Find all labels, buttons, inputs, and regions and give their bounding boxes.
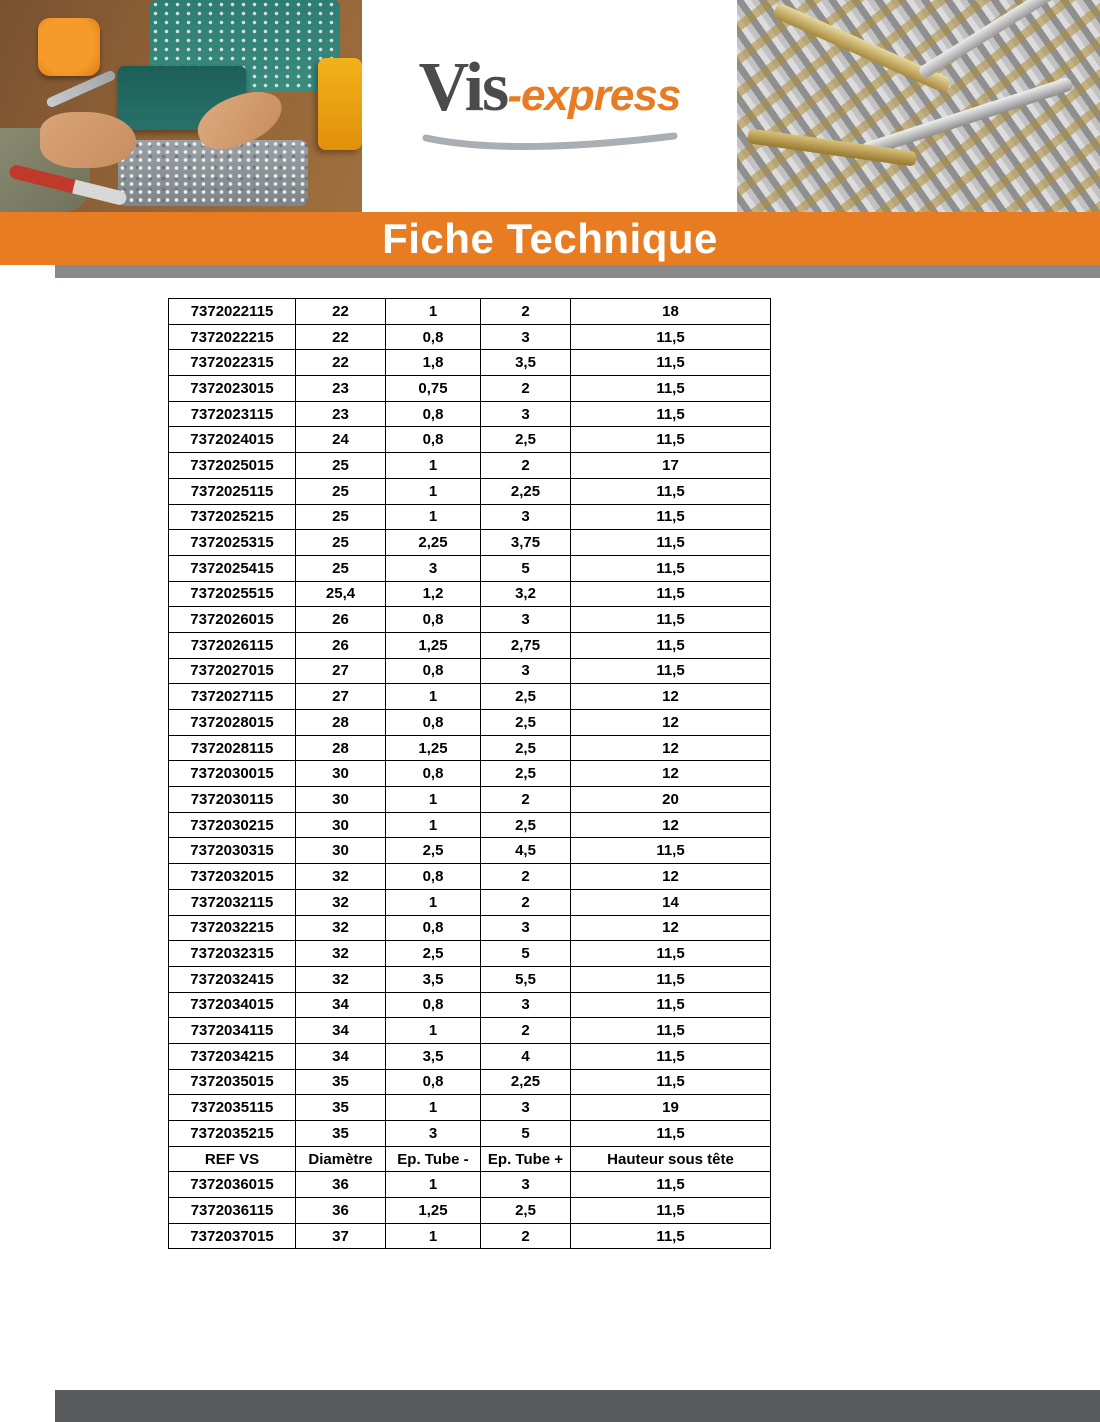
table-cell: 36 bbox=[296, 1198, 386, 1224]
table-cell: 3,5 bbox=[386, 966, 481, 992]
table-cell: 0,8 bbox=[386, 864, 481, 890]
table-cell: 1 bbox=[386, 812, 481, 838]
table-cell: 11,5 bbox=[571, 376, 771, 402]
table-row bbox=[169, 864, 771, 890]
table-row bbox=[169, 1043, 771, 1069]
table-header-cell: Ep. Tube + bbox=[481, 1146, 571, 1172]
table-cell: 3 bbox=[481, 658, 571, 684]
table-cell: 28 bbox=[296, 735, 386, 761]
workbench-photo bbox=[0, 0, 362, 212]
table-cell: 30 bbox=[296, 787, 386, 813]
table-cell: 11,5 bbox=[571, 1172, 771, 1198]
table-row bbox=[169, 1198, 771, 1224]
table-cell: 5 bbox=[481, 555, 571, 581]
table-row bbox=[169, 555, 771, 581]
table-cell: 5 bbox=[481, 941, 571, 967]
measuring-tape-icon bbox=[38, 18, 100, 76]
table-cell: 11,5 bbox=[571, 1018, 771, 1044]
table-cell: 34 bbox=[296, 1018, 386, 1044]
table-cell: 2,5 bbox=[386, 941, 481, 967]
table-cell: 1,25 bbox=[386, 1198, 481, 1224]
table-row bbox=[169, 684, 771, 710]
table-cell: 7372028015 bbox=[169, 710, 296, 736]
table-cell: 3,75 bbox=[481, 530, 571, 556]
table-cell: 11,5 bbox=[571, 1121, 771, 1147]
table-cell: 7372032015 bbox=[169, 864, 296, 890]
table-cell: 1 bbox=[386, 453, 481, 479]
table-row bbox=[169, 350, 771, 376]
table-cell: 0,8 bbox=[386, 401, 481, 427]
table-cell: 11,5 bbox=[571, 427, 771, 453]
table-cell: 2,5 bbox=[481, 427, 571, 453]
table-cell: 2 bbox=[481, 453, 571, 479]
table-row bbox=[169, 401, 771, 427]
table-cell: 7372025215 bbox=[169, 504, 296, 530]
table-cell: 17 bbox=[571, 453, 771, 479]
table-row bbox=[169, 787, 771, 813]
table-cell: 26 bbox=[296, 632, 386, 658]
table-cell: 7372030115 bbox=[169, 787, 296, 813]
table-cell: 7372036115 bbox=[169, 1198, 296, 1224]
table-cell: 7372028115 bbox=[169, 735, 296, 761]
table-cell: 12 bbox=[571, 710, 771, 736]
table-cell: 2 bbox=[481, 376, 571, 402]
table-row bbox=[169, 607, 771, 633]
table-cell: 3,5 bbox=[386, 1043, 481, 1069]
table-cell: 0,8 bbox=[386, 607, 481, 633]
table-cell: 11,5 bbox=[571, 1043, 771, 1069]
table-cell: 32 bbox=[296, 889, 386, 915]
table-cell: 12 bbox=[571, 761, 771, 787]
table-cell: 7372036015 bbox=[169, 1172, 296, 1198]
table-row bbox=[169, 453, 771, 479]
table-cell: 1,25 bbox=[386, 632, 481, 658]
screw-icon bbox=[860, 76, 1074, 157]
table-cell: 30 bbox=[296, 812, 386, 838]
table-header-cell: Ep. Tube - bbox=[386, 1146, 481, 1172]
table-cell: 7372025515 bbox=[169, 581, 296, 607]
table-cell: 11,5 bbox=[571, 555, 771, 581]
table-cell: 7372027015 bbox=[169, 658, 296, 684]
table-cell: 2 bbox=[481, 1223, 571, 1249]
table-cell: 3 bbox=[386, 555, 481, 581]
table-cell: 3 bbox=[481, 504, 571, 530]
table-cell: 1,25 bbox=[386, 735, 481, 761]
table-cell: 3 bbox=[481, 324, 571, 350]
table-cell: 11,5 bbox=[571, 530, 771, 556]
table-cell: 1 bbox=[386, 684, 481, 710]
table-cell: 1 bbox=[386, 504, 481, 530]
table-cell: 3,5 bbox=[481, 350, 571, 376]
table-cell: 11,5 bbox=[571, 401, 771, 427]
table-cell: 7372032315 bbox=[169, 941, 296, 967]
table-cell: 22 bbox=[296, 324, 386, 350]
table-row bbox=[169, 915, 771, 941]
table-cell: 12 bbox=[571, 735, 771, 761]
table-cell: 2,5 bbox=[481, 761, 571, 787]
table-cell: 20 bbox=[571, 787, 771, 813]
table-cell: 22 bbox=[296, 299, 386, 325]
table-cell: 2 bbox=[481, 787, 571, 813]
table-cell: 2,25 bbox=[481, 1069, 571, 1095]
table-cell: 7372030215 bbox=[169, 812, 296, 838]
table-row bbox=[169, 504, 771, 530]
table-cell: 3 bbox=[481, 915, 571, 941]
table-cell: 3 bbox=[481, 607, 571, 633]
table-cell: 3 bbox=[481, 992, 571, 1018]
table-row bbox=[169, 581, 771, 607]
table-cell: 7372022115 bbox=[169, 299, 296, 325]
table-cell: 25 bbox=[296, 504, 386, 530]
table-cell: 2,5 bbox=[481, 812, 571, 838]
table-cell: 11,5 bbox=[571, 1069, 771, 1095]
table-cell: 7372037015 bbox=[169, 1223, 296, 1249]
table-cell: 11,5 bbox=[571, 838, 771, 864]
table-cell: 7372026115 bbox=[169, 632, 296, 658]
logo-zone bbox=[362, 0, 737, 212]
table-cell: 1 bbox=[386, 299, 481, 325]
table-cell: 11,5 bbox=[571, 1198, 771, 1224]
screw-pile-icon bbox=[118, 140, 308, 206]
table-cell: 7372034215 bbox=[169, 1043, 296, 1069]
table-header-cell: Hauteur sous tête bbox=[571, 1146, 771, 1172]
table-row bbox=[169, 838, 771, 864]
table-cell: 1 bbox=[386, 1172, 481, 1198]
table-cell: 12 bbox=[571, 864, 771, 890]
table-row bbox=[169, 1018, 771, 1044]
table-cell: 1 bbox=[386, 787, 481, 813]
table-cell: 12 bbox=[571, 915, 771, 941]
table-cell: 11,5 bbox=[571, 478, 771, 504]
table-cell: 11,5 bbox=[571, 632, 771, 658]
table-cell: 25 bbox=[296, 478, 386, 504]
table-cell: 4,5 bbox=[481, 838, 571, 864]
table-cell: 2,5 bbox=[386, 838, 481, 864]
table-cell: 7372023115 bbox=[169, 401, 296, 427]
table-cell: 32 bbox=[296, 941, 386, 967]
table-row bbox=[169, 941, 771, 967]
table-row bbox=[169, 427, 771, 453]
table-cell: 25 bbox=[296, 530, 386, 556]
table-cell: 36 bbox=[296, 1172, 386, 1198]
table-cell: 25,4 bbox=[296, 581, 386, 607]
table-cell: 11,5 bbox=[571, 324, 771, 350]
table-cell: 3 bbox=[481, 1172, 571, 1198]
footer-bar bbox=[55, 1390, 1100, 1422]
table-cell: 7372030015 bbox=[169, 761, 296, 787]
table-cell: 1 bbox=[386, 478, 481, 504]
table-cell: 7372025315 bbox=[169, 530, 296, 556]
table-cell: 30 bbox=[296, 838, 386, 864]
table-cell: 3 bbox=[481, 401, 571, 427]
table-cell: 2 bbox=[481, 1018, 571, 1044]
table-cell: 11,5 bbox=[571, 941, 771, 967]
table-cell: 35 bbox=[296, 1121, 386, 1147]
table-cell: 3,2 bbox=[481, 581, 571, 607]
table-cell: 0,8 bbox=[386, 658, 481, 684]
page-title: Fiche Technique bbox=[382, 214, 718, 262]
table-cell: 22 bbox=[296, 350, 386, 376]
table-cell: 5,5 bbox=[481, 966, 571, 992]
table-header-cell: Diamètre bbox=[296, 1146, 386, 1172]
table-cell: 1 bbox=[386, 1095, 481, 1121]
table-cell: 7372025415 bbox=[169, 555, 296, 581]
table-cell: 2 bbox=[481, 864, 571, 890]
table-cell: 30 bbox=[296, 761, 386, 787]
table-cell: 11,5 bbox=[571, 504, 771, 530]
table-cell: 2,25 bbox=[386, 530, 481, 556]
table-cell: 32 bbox=[296, 864, 386, 890]
table-cell: 11,5 bbox=[571, 1223, 771, 1249]
table-cell: 7372025115 bbox=[169, 478, 296, 504]
table-cell: 3 bbox=[481, 1095, 571, 1121]
table-cell: 35 bbox=[296, 1069, 386, 1095]
table-cell: 2,5 bbox=[481, 684, 571, 710]
table-cell: 7372023015 bbox=[169, 376, 296, 402]
table-container bbox=[168, 298, 771, 1249]
screw-icon bbox=[772, 2, 952, 94]
table-cell: 25 bbox=[296, 453, 386, 479]
table-cell: 0,8 bbox=[386, 992, 481, 1018]
screws-photo bbox=[737, 0, 1100, 212]
table-cell: 35 bbox=[296, 1095, 386, 1121]
table-cell: 26 bbox=[296, 607, 386, 633]
table-cell: 34 bbox=[296, 992, 386, 1018]
table-header-cell: REF VS bbox=[169, 1146, 296, 1172]
table-cell: 12 bbox=[571, 684, 771, 710]
table-cell: 11,5 bbox=[571, 658, 771, 684]
table-cell: 7372024015 bbox=[169, 427, 296, 453]
table-cell: 4 bbox=[481, 1043, 571, 1069]
table-row bbox=[169, 966, 771, 992]
table-row bbox=[169, 376, 771, 402]
table-cell: 7372027115 bbox=[169, 684, 296, 710]
table-cell: 7372035015 bbox=[169, 1069, 296, 1095]
table-cell: 0,8 bbox=[386, 324, 481, 350]
table-cell: 0,75 bbox=[386, 376, 481, 402]
table-cell: 7372022215 bbox=[169, 324, 296, 350]
table-row bbox=[169, 1121, 771, 1147]
table-row bbox=[169, 761, 771, 787]
table-cell: 7372032115 bbox=[169, 889, 296, 915]
table-cell: 7372035215 bbox=[169, 1121, 296, 1147]
table-cell: 0,8 bbox=[386, 1069, 481, 1095]
table-cell: 7372035115 bbox=[169, 1095, 296, 1121]
table-cell: 2,75 bbox=[481, 632, 571, 658]
tool-shape bbox=[318, 58, 362, 150]
table-row bbox=[169, 530, 771, 556]
table-cell: 11,5 bbox=[571, 966, 771, 992]
table-cell: 0,8 bbox=[386, 915, 481, 941]
table-cell: 1,2 bbox=[386, 581, 481, 607]
table-row bbox=[169, 1223, 771, 1249]
table-cell: 2,5 bbox=[481, 710, 571, 736]
table-header-row bbox=[169, 1146, 771, 1172]
logo bbox=[362, 48, 737, 156]
title-banner bbox=[0, 212, 1100, 265]
table-cell: 7372032415 bbox=[169, 966, 296, 992]
table-row bbox=[169, 812, 771, 838]
table-cell: 0,8 bbox=[386, 710, 481, 736]
table-cell: 3 bbox=[386, 1121, 481, 1147]
table-cell: 2 bbox=[481, 889, 571, 915]
table-row bbox=[169, 324, 771, 350]
banner-shadow-bar bbox=[55, 265, 1100, 278]
table-cell: 7372034015 bbox=[169, 992, 296, 1018]
table-cell: 23 bbox=[296, 376, 386, 402]
table-row bbox=[169, 1172, 771, 1198]
table-cell: 2,25 bbox=[481, 478, 571, 504]
table-cell: 0,8 bbox=[386, 427, 481, 453]
table-cell: 7372032215 bbox=[169, 915, 296, 941]
table-row bbox=[169, 992, 771, 1018]
table-cell: 25 bbox=[296, 555, 386, 581]
table-cell: 2,5 bbox=[481, 1198, 571, 1224]
spec-table bbox=[168, 298, 771, 1249]
table-cell: 11,5 bbox=[571, 581, 771, 607]
table-row bbox=[169, 710, 771, 736]
table-row bbox=[169, 658, 771, 684]
table-cell: 34 bbox=[296, 1043, 386, 1069]
table-row bbox=[169, 889, 771, 915]
table-cell: 18 bbox=[571, 299, 771, 325]
table-cell: 27 bbox=[296, 684, 386, 710]
table-cell: 27 bbox=[296, 658, 386, 684]
table-cell: 1 bbox=[386, 1018, 481, 1044]
table-cell: 11,5 bbox=[571, 350, 771, 376]
table-cell: 37 bbox=[296, 1223, 386, 1249]
table-cell: 28 bbox=[296, 710, 386, 736]
header bbox=[0, 0, 1100, 212]
table-cell: 5 bbox=[481, 1121, 571, 1147]
hand-shape bbox=[40, 112, 136, 168]
table-cell: 7372026015 bbox=[169, 607, 296, 633]
table-row bbox=[169, 478, 771, 504]
table-row bbox=[169, 735, 771, 761]
table-cell: 32 bbox=[296, 966, 386, 992]
screw-icon bbox=[917, 0, 1077, 80]
table-cell: 7372034115 bbox=[169, 1018, 296, 1044]
table-cell: 2,5 bbox=[481, 735, 571, 761]
logo-swoosh-icon bbox=[420, 130, 680, 156]
table-row bbox=[169, 299, 771, 325]
table-cell: 7372030315 bbox=[169, 838, 296, 864]
table-row bbox=[169, 632, 771, 658]
table-cell: 11,5 bbox=[571, 607, 771, 633]
table-row bbox=[169, 1069, 771, 1095]
table-cell: 12 bbox=[571, 812, 771, 838]
table-cell: 1 bbox=[386, 1223, 481, 1249]
table-cell: 7372025015 bbox=[169, 453, 296, 479]
table-row bbox=[169, 1095, 771, 1121]
table-cell: 1 bbox=[386, 889, 481, 915]
table-cell: 11,5 bbox=[571, 992, 771, 1018]
table-cell: 24 bbox=[296, 427, 386, 453]
table-cell: 2 bbox=[481, 299, 571, 325]
logo-text-express: -express bbox=[507, 71, 681, 120]
table-cell: 23 bbox=[296, 401, 386, 427]
table-cell: 14 bbox=[571, 889, 771, 915]
table-cell: 32 bbox=[296, 915, 386, 941]
table-cell: 1,8 bbox=[386, 350, 481, 376]
table-cell: 19 bbox=[571, 1095, 771, 1121]
table-cell: 7372022315 bbox=[169, 350, 296, 376]
table-cell: 0,8 bbox=[386, 761, 481, 787]
logo-text-vis: Vis bbox=[418, 49, 508, 126]
